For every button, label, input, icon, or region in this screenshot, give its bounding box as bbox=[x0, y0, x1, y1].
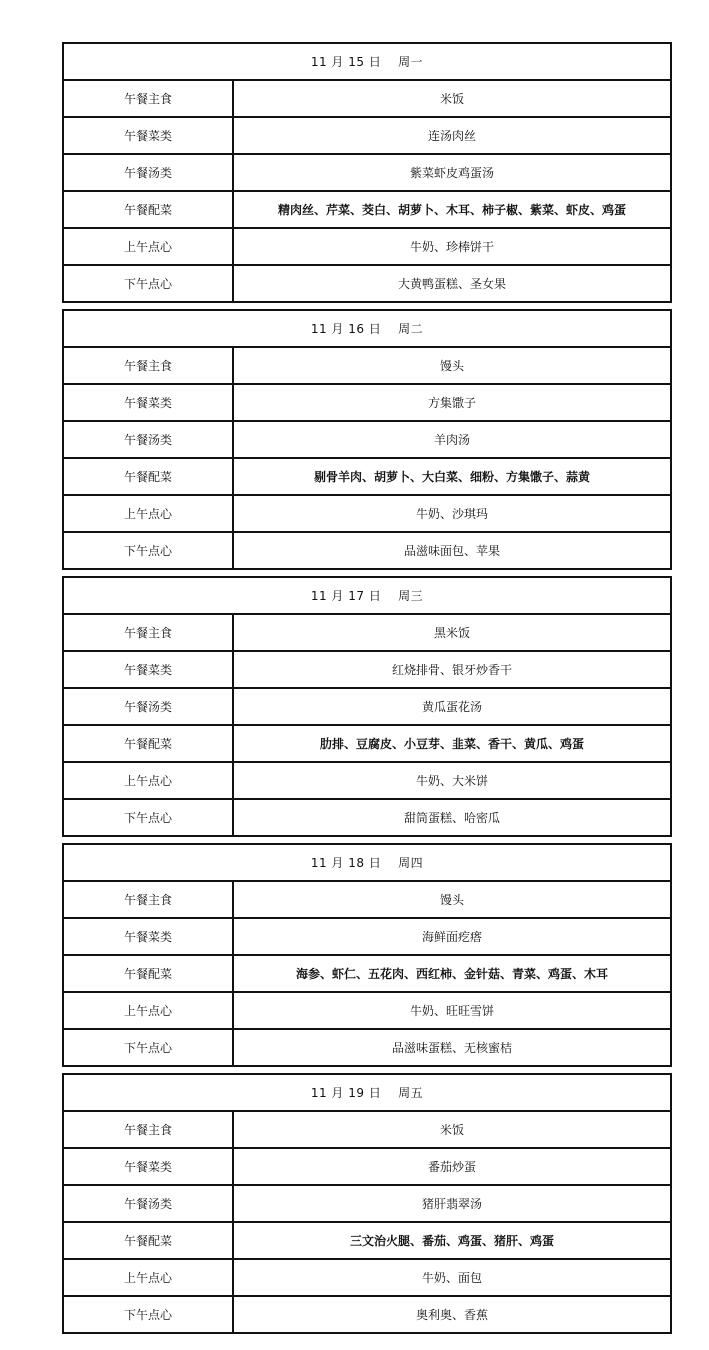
row-label: 下午点心 bbox=[64, 1297, 234, 1332]
table-row bbox=[64, 155, 670, 192]
row-label: 午餐汤类 bbox=[64, 1186, 234, 1221]
table-row bbox=[64, 1149, 670, 1186]
row-value: 馒头 bbox=[439, 359, 464, 373]
table-row bbox=[64, 533, 670, 568]
table-row bbox=[64, 956, 670, 993]
table-row bbox=[64, 800, 670, 835]
row-label: 下午点心 bbox=[64, 800, 234, 835]
row-value: 海参、虾仁、五花肉、西红柿、金针菇、青菜、鸡蛋、木耳 bbox=[295, 967, 608, 981]
row-label: 上午点心 bbox=[64, 763, 234, 798]
row-label: 午餐配菜 bbox=[64, 956, 234, 991]
table-row bbox=[64, 763, 670, 800]
table-row bbox=[64, 385, 670, 422]
table-row bbox=[64, 689, 670, 726]
menu-document bbox=[62, 42, 672, 1340]
table-row bbox=[64, 266, 670, 301]
table-row bbox=[64, 1297, 670, 1332]
day-header: 11 月 19 日 周五 bbox=[64, 1075, 670, 1112]
row-value: 米饭 bbox=[439, 1123, 464, 1137]
day-table bbox=[62, 576, 672, 837]
day-header: 11 月 15 日 周一 bbox=[64, 44, 670, 81]
row-value: 三文治火腿、番茄、鸡蛋、猪肝、鸡蛋 bbox=[349, 1234, 554, 1248]
row-label: 午餐主食 bbox=[64, 615, 234, 650]
row-label: 午餐配菜 bbox=[64, 192, 234, 227]
row-label: 上午点心 bbox=[64, 1260, 234, 1295]
table-row bbox=[64, 726, 670, 763]
row-value: 羊肉汤 bbox=[433, 433, 470, 447]
row-value: 猪肝翡翠汤 bbox=[421, 1197, 482, 1211]
row-value: 牛奶、面包 bbox=[421, 1271, 482, 1285]
row-value: 黄瓜蛋花汤 bbox=[421, 700, 482, 714]
row-value: 牛奶、旺旺雪饼 bbox=[409, 1004, 494, 1018]
row-value: 剔骨羊肉、胡萝卜、大白菜、细粉、方集馓子、蒜黄 bbox=[313, 470, 590, 484]
row-value: 方集馓子 bbox=[427, 396, 476, 410]
row-value: 大黄鸭蛋糕、圣女果 bbox=[397, 277, 506, 291]
row-label: 午餐主食 bbox=[64, 1112, 234, 1147]
row-label: 午餐菜类 bbox=[64, 652, 234, 687]
row-value: 黑米饭 bbox=[433, 626, 470, 640]
row-label: 上午点心 bbox=[64, 229, 234, 264]
table-row bbox=[64, 229, 670, 266]
table-row bbox=[64, 1223, 670, 1260]
row-value: 品滋味面包、苹果 bbox=[403, 544, 500, 558]
row-value: 红烧排骨、银牙炒香干 bbox=[391, 663, 512, 677]
day-table bbox=[62, 843, 672, 1067]
table-row bbox=[64, 652, 670, 689]
row-label: 午餐主食 bbox=[64, 81, 234, 116]
table-row bbox=[64, 1030, 670, 1065]
row-value: 甜筒蛋糕、哈密瓜 bbox=[403, 811, 500, 825]
row-value: 馒头 bbox=[439, 893, 464, 907]
row-label: 午餐菜类 bbox=[64, 1149, 234, 1184]
row-value: 牛奶、大米饼 bbox=[415, 774, 488, 788]
row-value: 精肉丝、芹菜、茭白、胡萝卜、木耳、柿子椒、紫菜、虾皮、鸡蛋 bbox=[277, 203, 626, 217]
row-label: 午餐菜类 bbox=[64, 385, 234, 420]
row-label: 下午点心 bbox=[64, 266, 234, 301]
row-label: 午餐汤类 bbox=[64, 155, 234, 190]
row-value: 海鲜面疙瘩 bbox=[421, 930, 482, 944]
row-value: 连汤肉丝 bbox=[427, 129, 476, 143]
row-label: 午餐主食 bbox=[64, 882, 234, 917]
row-value: 紫菜虾皮鸡蛋汤 bbox=[409, 166, 494, 180]
table-row bbox=[64, 1260, 670, 1297]
day-header: 11 月 16 日 周二 bbox=[64, 311, 670, 348]
row-label: 下午点心 bbox=[64, 1030, 234, 1065]
day-header: 11 月 17 日 周三 bbox=[64, 578, 670, 615]
row-value: 牛奶、沙琪玛 bbox=[415, 507, 488, 521]
row-label: 午餐配菜 bbox=[64, 459, 234, 494]
row-label: 上午点心 bbox=[64, 496, 234, 531]
table-row bbox=[64, 1112, 670, 1149]
table-row bbox=[64, 422, 670, 459]
row-value: 番茄炒蛋 bbox=[427, 1160, 476, 1174]
table-row bbox=[64, 919, 670, 956]
day-header: 11 月 18 日 周四 bbox=[64, 845, 670, 882]
row-label: 午餐菜类 bbox=[64, 118, 234, 153]
table-row bbox=[64, 1186, 670, 1223]
table-row bbox=[64, 81, 670, 118]
row-label: 午餐配菜 bbox=[64, 1223, 234, 1258]
day-table bbox=[62, 42, 672, 303]
table-row bbox=[64, 496, 670, 533]
row-label: 午餐配菜 bbox=[64, 726, 234, 761]
table-row bbox=[64, 615, 670, 652]
row-value: 肋排、豆腐皮、小豆芽、韭菜、香干、黄瓜、鸡蛋 bbox=[319, 737, 584, 751]
row-label: 午餐汤类 bbox=[64, 689, 234, 724]
row-label: 午餐菜类 bbox=[64, 919, 234, 954]
row-label: 午餐汤类 bbox=[64, 422, 234, 457]
row-value: 牛奶、珍棒饼干 bbox=[409, 240, 494, 254]
row-value: 品滋味蛋糕、无核蜜桔 bbox=[391, 1041, 512, 1055]
table-row bbox=[64, 192, 670, 229]
row-label: 下午点心 bbox=[64, 533, 234, 568]
row-label: 午餐主食 bbox=[64, 348, 234, 383]
table-row bbox=[64, 118, 670, 155]
row-value: 米饭 bbox=[439, 92, 464, 106]
day-table bbox=[62, 1073, 672, 1334]
table-row bbox=[64, 993, 670, 1030]
table-row bbox=[64, 348, 670, 385]
day-table bbox=[62, 309, 672, 570]
row-value: 奥利奥、香蕉 bbox=[415, 1308, 488, 1322]
row-label: 上午点心 bbox=[64, 993, 234, 1028]
table-row bbox=[64, 459, 670, 496]
table-row bbox=[64, 882, 670, 919]
